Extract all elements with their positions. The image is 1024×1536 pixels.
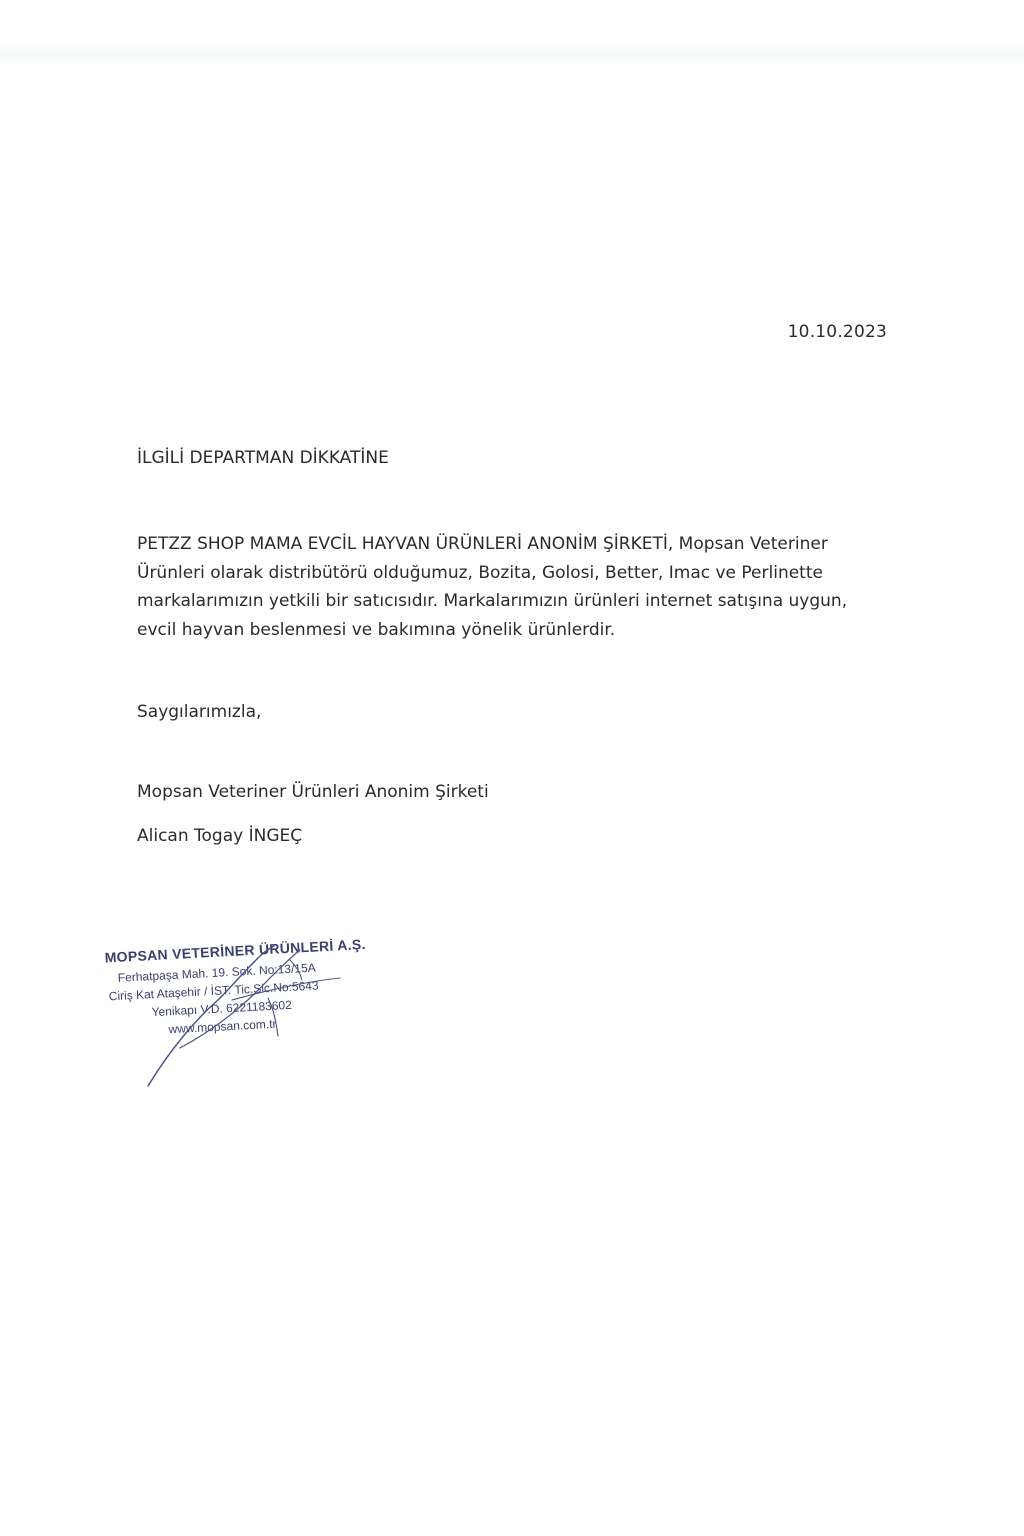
signature-stroke — [268, 998, 278, 1036]
stamp-tax-line: Yenikapı V.D. 6221183602 — [151, 997, 293, 1020]
letter-salutation: İLGİLİ DEPARTMAN DİKKATİNE — [137, 448, 389, 468]
letter-body-line: PETZZ SHOP MAMA EVCİL HAYVAN ÜRÜNLERİ ANONİM ŞİRKETİ, Mopsan Veteriner — [137, 534, 828, 554]
stamp-address-line: Ferhatpaşa Mah. 19. Sok. No:13/15A — [117, 960, 317, 985]
letter-body-line: evcil hayvan beslenmesi ve bakımına yönelik ürünlerdir. — [137, 619, 616, 640]
signature-stroke — [290, 960, 302, 980]
stamp-title: MOPSAN VETERİNER ÜRÜNLERİ A.Ş. — [104, 935, 367, 966]
signature-stroke — [232, 978, 340, 1000]
stamp-address-line: Ciriş Kat Ataşehir / İST. Tic.Sic.No:5643 — [108, 978, 319, 1004]
signature-stroke — [180, 950, 300, 1048]
letter-date: 10.10.2023 — [787, 322, 887, 342]
signature-stroke — [148, 946, 274, 1086]
letter-body-line: Ürünleri olarak distribütörü olduğumuz, Bozita, Golosi, Better, Imac ve Perlinette — [137, 562, 823, 583]
handwritten-signature — [140, 940, 380, 1100]
company-name: Mopsan Veteriner Ürünleri Anonim Şirketi — [137, 782, 489, 802]
stamp-website-line: www.mopsan.com.tr — [168, 1016, 277, 1037]
letter-closing: Saygılarımızla, — [137, 702, 262, 722]
letter-body — [137, 530, 897, 644]
signer-name: Alican Togay İNGEÇ — [137, 826, 303, 846]
letter-body-line: markalarımızın yetkili bir satıcısıdır. Markalarımızın ürünleri internet satışına uygun, — [137, 591, 848, 611]
scan-edge-artifact — [0, 44, 1024, 66]
